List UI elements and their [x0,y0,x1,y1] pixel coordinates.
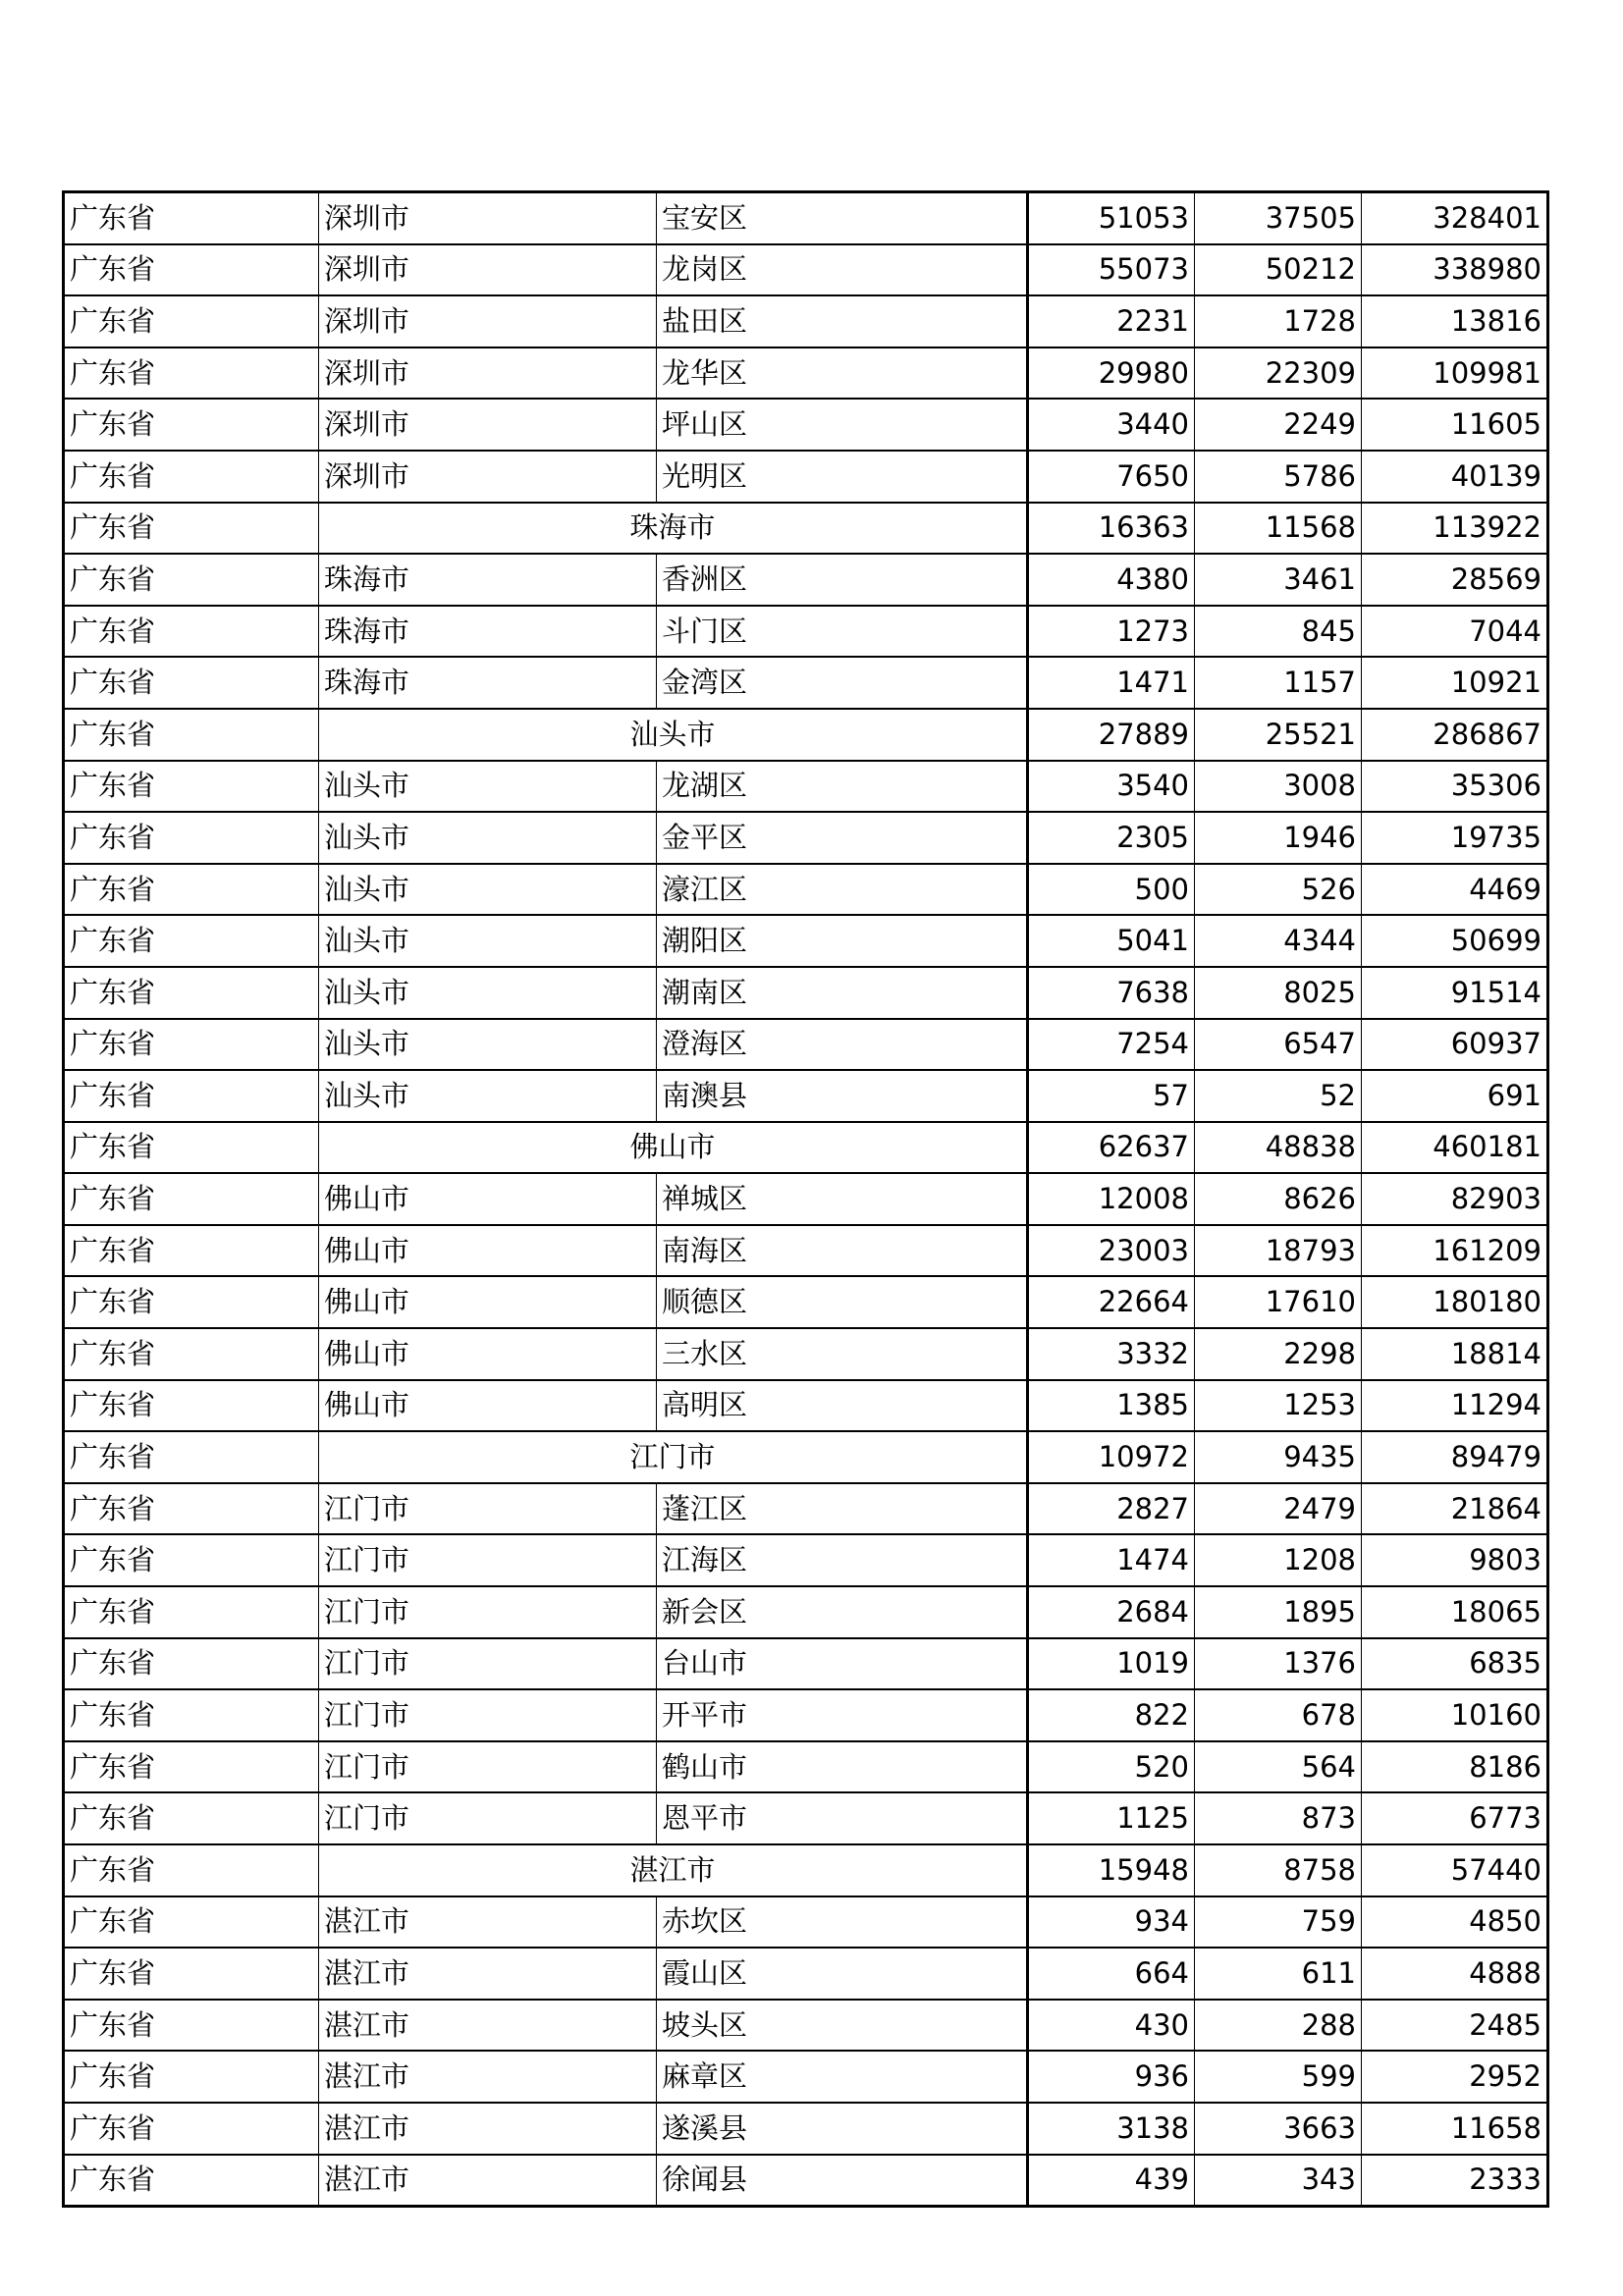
table-row [64,606,1548,658]
city-cell: 江门市 [319,1483,657,1535]
value-cell-2: 18793 [1195,1225,1362,1277]
province-cell: 广东省 [64,451,319,503]
province-cell: 广东省 [64,1483,319,1535]
value-cell-3: 161209 [1362,1225,1548,1277]
value-cell-2: 599 [1195,2051,1362,2103]
value-cell-3: 7044 [1362,606,1548,658]
city-subtotal-row [64,709,1548,761]
value-cell-2: 845 [1195,606,1362,658]
value-cell-1: 7638 [1028,967,1195,1019]
city-cell: 湛江市 [319,2000,657,2052]
province-cell: 广东省 [64,1173,319,1225]
value-cell-3: 9803 [1362,1534,1548,1586]
value-cell-1: 1019 [1028,1638,1195,1690]
value-cell-1: 62637 [1028,1122,1195,1174]
value-cell-3: 4888 [1362,1948,1548,2000]
district-cell: 濠江区 [657,864,1028,916]
district-cell: 盐田区 [657,295,1028,347]
district-cell: 龙岗区 [657,244,1028,296]
value-cell-1: 1474 [1028,1534,1195,1586]
value-cell-1: 1471 [1028,657,1195,709]
district-cell: 霞山区 [657,1948,1028,2000]
city-subtotal-row [64,503,1548,555]
value-cell-3: 338980 [1362,244,1548,296]
value-cell-1: 822 [1028,1689,1195,1741]
value-cell-3: 2952 [1362,2051,1548,2103]
value-cell-2: 759 [1195,1896,1362,1949]
city-subtotal-label: 江门市 [319,1431,1028,1483]
table-row [64,2155,1548,2207]
value-cell-1: 3332 [1028,1328,1195,1380]
table-row [64,1276,1548,1328]
city-cell: 江门市 [319,1689,657,1741]
province-cell: 广东省 [64,244,319,296]
value-cell-2: 2249 [1195,399,1362,451]
city-subtotal-label: 佛山市 [319,1122,1028,1174]
province-cell: 广东省 [64,503,319,555]
value-cell-2: 52 [1195,1070,1362,1122]
province-cell: 广东省 [64,2000,319,2052]
value-cell-1: 934 [1028,1896,1195,1949]
city-cell: 湛江市 [319,2051,657,2103]
value-cell-2: 1728 [1195,295,1362,347]
province-cell: 广东省 [64,915,319,967]
city-cell: 湛江市 [319,2155,657,2207]
district-cell: 蓬江区 [657,1483,1028,1535]
district-cell: 斗门区 [657,606,1028,658]
value-cell-3: 6835 [1362,1638,1548,1690]
value-cell-3: 35306 [1362,761,1548,813]
table-row [64,1948,1548,2000]
district-cell: 龙湖区 [657,761,1028,813]
value-cell-1: 5041 [1028,915,1195,967]
province-cell: 广东省 [64,864,319,916]
table-row [64,1896,1548,1949]
value-cell-2: 1208 [1195,1534,1362,1586]
value-cell-3: 18814 [1362,1328,1548,1380]
district-cell: 江海区 [657,1534,1028,1586]
value-cell-1: 439 [1028,2155,1195,2207]
value-cell-1: 2827 [1028,1483,1195,1535]
value-cell-3: 691 [1362,1070,1548,1122]
value-cell-2: 17610 [1195,1276,1362,1328]
value-cell-1: 664 [1028,1948,1195,2000]
province-cell: 广东省 [64,1948,319,2000]
district-cell: 徐闻县 [657,2155,1028,2207]
district-cell: 遂溪县 [657,2103,1028,2155]
district-cell: 金平区 [657,812,1028,864]
table-row [64,1792,1548,1844]
value-cell-3: 113922 [1362,503,1548,555]
value-cell-3: 10160 [1362,1689,1548,1741]
value-cell-1: 430 [1028,2000,1195,2052]
district-cell: 潮南区 [657,967,1028,1019]
province-cell: 广东省 [64,1122,319,1174]
value-cell-2: 1157 [1195,657,1362,709]
province-cell: 广东省 [64,606,319,658]
value-cell-3: 60937 [1362,1019,1548,1071]
value-cell-2: 1946 [1195,812,1362,864]
value-cell-1: 57 [1028,1070,1195,1122]
province-cell: 广东省 [64,1019,319,1071]
value-cell-2: 611 [1195,1948,1362,2000]
table-row [64,347,1548,400]
value-cell-1: 520 [1028,1741,1195,1793]
value-cell-3: 2485 [1362,2000,1548,2052]
city-cell: 江门市 [319,1586,657,1638]
value-cell-1: 3540 [1028,761,1195,813]
value-cell-3: 40139 [1362,451,1548,503]
city-cell: 汕头市 [319,864,657,916]
province-cell: 广东省 [64,2051,319,2103]
city-cell: 深圳市 [319,347,657,400]
city-cell: 湛江市 [319,1948,657,2000]
table-row [64,1534,1548,1586]
table-row [64,2103,1548,2155]
value-cell-2: 4344 [1195,915,1362,967]
district-cell: 澄海区 [657,1019,1028,1071]
value-cell-1: 12008 [1028,1173,1195,1225]
province-cell: 广东省 [64,347,319,400]
table-row [64,1741,1548,1793]
city-subtotal-row [64,1122,1548,1174]
value-cell-2: 8626 [1195,1173,1362,1225]
province-cell: 广东省 [64,1792,319,1844]
province-cell: 广东省 [64,399,319,451]
value-cell-3: 4469 [1362,864,1548,916]
value-cell-3: 2333 [1362,2155,1548,2207]
city-cell: 江门市 [319,1792,657,1844]
value-cell-3: 11658 [1362,2103,1548,2155]
value-cell-3: 21864 [1362,1483,1548,1535]
district-cell: 龙华区 [657,347,1028,400]
value-cell-1: 1273 [1028,606,1195,658]
table-row [64,1328,1548,1380]
district-cell: 赤坎区 [657,1896,1028,1949]
table-row [64,554,1548,606]
table-body [64,192,1548,2207]
district-cell: 坡头区 [657,2000,1028,2052]
value-cell-2: 3461 [1195,554,1362,606]
district-cell: 开平市 [657,1689,1028,1741]
province-cell: 广东省 [64,192,319,244]
value-cell-2: 11568 [1195,503,1362,555]
table-row [64,1586,1548,1638]
district-cell: 三水区 [657,1328,1028,1380]
table-row [64,1638,1548,1690]
city-cell: 深圳市 [319,399,657,451]
province-cell: 广东省 [64,1328,319,1380]
city-subtotal-label: 湛江市 [319,1844,1028,1896]
table-row [64,192,1548,244]
value-cell-3: 8186 [1362,1741,1548,1793]
city-cell: 佛山市 [319,1380,657,1432]
table-row [64,864,1548,916]
value-cell-3: 82903 [1362,1173,1548,1225]
value-cell-2: 37505 [1195,192,1362,244]
province-cell: 广东省 [64,709,319,761]
city-subtotal-row [64,1844,1548,1896]
city-cell: 湛江市 [319,1896,657,1949]
city-cell: 佛山市 [319,1328,657,1380]
province-cell: 广东省 [64,1638,319,1690]
value-cell-1: 500 [1028,864,1195,916]
city-cell: 汕头市 [319,761,657,813]
table-row [64,967,1548,1019]
city-cell: 佛山市 [319,1173,657,1225]
value-cell-1: 1385 [1028,1380,1195,1432]
province-cell: 广东省 [64,657,319,709]
city-cell: 湛江市 [319,2103,657,2155]
value-cell-3: 460181 [1362,1122,1548,1174]
value-cell-2: 3008 [1195,761,1362,813]
province-cell: 广东省 [64,812,319,864]
value-cell-1: 936 [1028,2051,1195,2103]
province-cell: 广东省 [64,1225,319,1277]
value-cell-3: 13816 [1362,295,1548,347]
value-cell-1: 7650 [1028,451,1195,503]
city-cell: 深圳市 [319,192,657,244]
city-cell: 佛山市 [319,1225,657,1277]
table-row [64,451,1548,503]
value-cell-2: 48838 [1195,1122,1362,1174]
district-cell: 禅城区 [657,1173,1028,1225]
value-cell-1: 15948 [1028,1844,1195,1896]
value-cell-2: 8758 [1195,1844,1362,1896]
value-cell-3: 19735 [1362,812,1548,864]
value-cell-2: 2298 [1195,1328,1362,1380]
table-row [64,812,1548,864]
city-cell: 江门市 [319,1534,657,1586]
value-cell-2: 8025 [1195,967,1362,1019]
province-cell: 广东省 [64,1534,319,1586]
table-row [64,399,1548,451]
value-cell-3: 18065 [1362,1586,1548,1638]
district-cell: 高明区 [657,1380,1028,1432]
value-cell-2: 6547 [1195,1019,1362,1071]
district-cell: 台山市 [657,1638,1028,1690]
table-row [64,1173,1548,1225]
district-cell: 南澳县 [657,1070,1028,1122]
province-cell: 广东省 [64,1689,319,1741]
table-row [64,1070,1548,1122]
value-cell-2: 564 [1195,1741,1362,1793]
district-cell: 宝安区 [657,192,1028,244]
district-cell: 坪山区 [657,399,1028,451]
value-cell-3: 4850 [1362,1896,1548,1949]
value-cell-2: 1376 [1195,1638,1362,1690]
table-row [64,1689,1548,1741]
value-cell-3: 28569 [1362,554,1548,606]
table-row [64,295,1548,347]
value-cell-1: 7254 [1028,1019,1195,1071]
value-cell-3: 57440 [1362,1844,1548,1896]
province-cell: 广东省 [64,2103,319,2155]
province-cell: 广东省 [64,1741,319,1793]
district-cell: 鹤山市 [657,1741,1028,1793]
table-row [64,2000,1548,2052]
province-cell: 广东省 [64,1896,319,1949]
table-row [64,244,1548,296]
value-cell-2: 526 [1195,864,1362,916]
province-cell: 广东省 [64,1844,319,1896]
district-cell: 光明区 [657,451,1028,503]
value-cell-2: 9435 [1195,1431,1362,1483]
district-cell: 新会区 [657,1586,1028,1638]
city-cell: 深圳市 [319,244,657,296]
district-cell: 恩平市 [657,1792,1028,1844]
province-cell: 广东省 [64,554,319,606]
value-cell-1: 2231 [1028,295,1195,347]
city-cell: 汕头市 [319,1019,657,1071]
province-cell: 广东省 [64,967,319,1019]
table-row [64,761,1548,813]
value-cell-1: 51053 [1028,192,1195,244]
value-cell-3: 328401 [1362,192,1548,244]
province-cell: 广东省 [64,1431,319,1483]
value-cell-2: 22309 [1195,347,1362,400]
value-cell-1: 2684 [1028,1586,1195,1638]
value-cell-1: 23003 [1028,1225,1195,1277]
city-cell: 汕头市 [319,812,657,864]
province-cell: 广东省 [64,761,319,813]
value-cell-3: 11605 [1362,399,1548,451]
value-cell-1: 1125 [1028,1792,1195,1844]
value-cell-3: 286867 [1362,709,1548,761]
province-cell: 广东省 [64,295,319,347]
value-cell-1: 29980 [1028,347,1195,400]
city-cell: 汕头市 [319,1070,657,1122]
district-cell: 顺德区 [657,1276,1028,1328]
value-cell-1: 2305 [1028,812,1195,864]
value-cell-3: 50699 [1362,915,1548,967]
value-cell-2: 873 [1195,1792,1362,1844]
value-cell-2: 1895 [1195,1586,1362,1638]
statistics-table [62,190,1549,2208]
table-row [64,1483,1548,1535]
value-cell-2: 343 [1195,2155,1362,2207]
value-cell-3: 11294 [1362,1380,1548,1432]
value-cell-3: 10921 [1362,657,1548,709]
value-cell-1: 22664 [1028,1276,1195,1328]
province-cell: 广东省 [64,1276,319,1328]
city-cell: 汕头市 [319,915,657,967]
table-row [64,657,1548,709]
city-subtotal-row [64,1431,1548,1483]
city-cell: 深圳市 [319,295,657,347]
value-cell-1: 3440 [1028,399,1195,451]
value-cell-2: 5786 [1195,451,1362,503]
district-cell: 香洲区 [657,554,1028,606]
city-cell: 江门市 [319,1741,657,1793]
value-cell-2: 678 [1195,1689,1362,1741]
city-subtotal-label: 珠海市 [319,503,1028,555]
city-cell: 汕头市 [319,967,657,1019]
province-cell: 广东省 [64,2155,319,2207]
district-cell: 金湾区 [657,657,1028,709]
value-cell-1: 55073 [1028,244,1195,296]
value-cell-2: 2479 [1195,1483,1362,1535]
table-row [64,915,1548,967]
value-cell-2: 288 [1195,2000,1362,2052]
district-cell: 麻章区 [657,2051,1028,2103]
table-row [64,1019,1548,1071]
value-cell-1: 16363 [1028,503,1195,555]
table-row [64,1225,1548,1277]
city-cell: 深圳市 [319,451,657,503]
province-cell: 广东省 [64,1380,319,1432]
city-subtotal-label: 汕头市 [319,709,1028,761]
district-cell: 南海区 [657,1225,1028,1277]
value-cell-2: 3663 [1195,2103,1362,2155]
district-cell: 潮阳区 [657,915,1028,967]
value-cell-3: 91514 [1362,967,1548,1019]
province-cell: 广东省 [64,1070,319,1122]
value-cell-2: 50212 [1195,244,1362,296]
value-cell-2: 25521 [1195,709,1362,761]
value-cell-1: 10972 [1028,1431,1195,1483]
value-cell-3: 109981 [1362,347,1548,400]
city-cell: 江门市 [319,1638,657,1690]
value-cell-2: 1253 [1195,1380,1362,1432]
city-cell: 珠海市 [319,606,657,658]
city-cell: 珠海市 [319,657,657,709]
value-cell-3: 89479 [1362,1431,1548,1483]
value-cell-1: 4380 [1028,554,1195,606]
table-row [64,1380,1548,1432]
value-cell-1: 3138 [1028,2103,1195,2155]
table-row [64,2051,1548,2103]
province-cell: 广东省 [64,1586,319,1638]
value-cell-3: 180180 [1362,1276,1548,1328]
value-cell-1: 27889 [1028,709,1195,761]
value-cell-3: 6773 [1362,1792,1548,1844]
city-cell: 佛山市 [319,1276,657,1328]
city-cell: 珠海市 [319,554,657,606]
